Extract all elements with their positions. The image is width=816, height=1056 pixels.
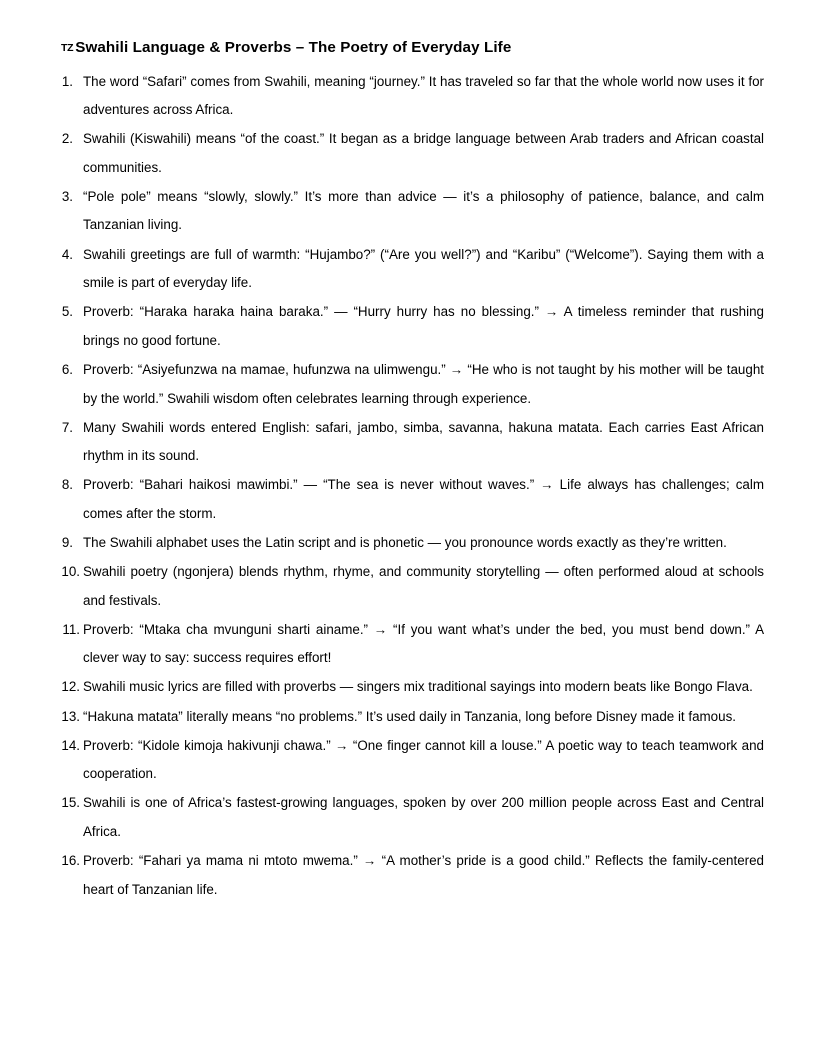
list-item [52, 673, 764, 702]
page-title [52, 38, 764, 59]
list-item-number: 5. [61, 304, 73, 320]
list-item-text: The Swahili alphabet uses the Latin script and is phonetic — you pronounce words exactly as they’re written. [83, 535, 727, 551]
list-item-text: “Hakuna matata” literally means “no problems.” It’s used daily in Tanzania, long before Disney made it famous. [83, 708, 736, 724]
list-item-number: 16. [61, 853, 80, 869]
list-item-number: 13. [61, 708, 80, 724]
list-item [52, 558, 764, 615]
page-title-text: Swahili Language & Proverbs – The Poetry of Everyday Life [75, 39, 512, 56]
list-item-text: Proverb: “Bahari haikosi mawimbi.” — “The sea is never without waves.” → Life always has challenges; calm comes after the storm. [83, 477, 764, 521]
list-item [52, 529, 764, 558]
list-item [52, 298, 764, 355]
list-item [52, 414, 764, 471]
list-item-number: 12. [61, 679, 80, 695]
list-item-text: Swahili greetings are full of warmth: “Hujambo?” (“Are you well?”) and “Karibu” (“Welcome”). Saying them with a smile is part of everyday life. [83, 246, 764, 291]
list-item [52, 789, 764, 846]
list-item-text: Proverb: “Asiyefunzwa na mamae, hufunzwa na ulimwengu.” → “He who is not taught by his mother will be taught by the world.” Swahili wisdom often celebrates learning through experience. [83, 361, 764, 406]
list-item-number: 8. [61, 477, 73, 493]
list-item-number: 7. [61, 419, 73, 435]
list-item-number: 4. [61, 246, 73, 262]
list-item-number: 11. [62, 621, 80, 637]
list-item-number: 10. [61, 564, 80, 580]
list-item-text: Swahili (Kiswahili) means “of the coast.” It began as a bridge language between Arab traders and African coastal communities. [83, 131, 764, 175]
list-item-text: Many Swahili words entered English: safari, jambo, simba, savanna, hakuna matata. Each carries East African rhythm in its sound. [83, 419, 764, 464]
list-item-number: 2. [61, 131, 73, 147]
list-item-text: Proverb: “Mtaka cha mvunguni sharti ainame.” → “If you want what’s under the bed, you must bend down.” A clever way to say: success requires effort! [83, 621, 764, 666]
list-item [52, 125, 764, 182]
list-item-number: 9. [61, 535, 73, 551]
list-item-text: Proverb: “Kidole kimoja hakivunji chawa.” → “One finger cannot kill a louse.” A poetic way to teach teamwork and cooperation. [83, 737, 764, 782]
list-item-text: Proverb: “Haraka haraka haina baraka.” — “Hurry hurry has no blessing.” → A timeless reminder that rushing brings no good fortune. [83, 304, 764, 348]
tanzania-flag-icon: TZ [61, 42, 74, 54]
list-item [52, 847, 764, 904]
list-item-text: Proverb: “Fahari ya mama ni mtoto mwema.” → “A mother’s pride is a good child.” Reflects the family-centered heart of Tanzanian life. [83, 853, 764, 897]
list-item-number: 3. [61, 188, 73, 204]
list-item [52, 703, 764, 732]
list-item [52, 68, 764, 125]
list-item-text: “Pole pole” means “slowly, slowly.” It’s more than advice — it’s a philosophy of patience, balance, and calm Tanzanian living. [83, 188, 764, 233]
list-item-text: Swahili poetry (ngonjera) blends rhythm, rhyme, and community storytelling — often performed aloud at schools and festivals. [83, 564, 764, 608]
list-item [52, 471, 764, 528]
list-item [52, 183, 764, 240]
list-item [52, 732, 764, 789]
fact-list [52, 68, 764, 905]
list-item-number: 1. [61, 73, 73, 89]
list-item [52, 241, 764, 298]
list-item-text: The word “Safari” comes from Swahili, meaning “journey.” It has traveled so far that the whole world now uses it for adventures across Africa. [83, 73, 764, 118]
list-item [52, 616, 764, 673]
list-item-text: Swahili music lyrics are filled with proverbs — singers mix traditional sayings into modern beats like Bongo Flava. [83, 679, 753, 695]
list-item-number: 14. [61, 737, 80, 753]
list-item-number: 6. [61, 361, 73, 377]
list-item-text: Swahili is one of Africa’s fastest-growing languages, spoken by over 200 million people across East and Central Africa. [83, 795, 764, 839]
list-item [52, 356, 764, 413]
list-item-number: 15. [61, 795, 80, 811]
